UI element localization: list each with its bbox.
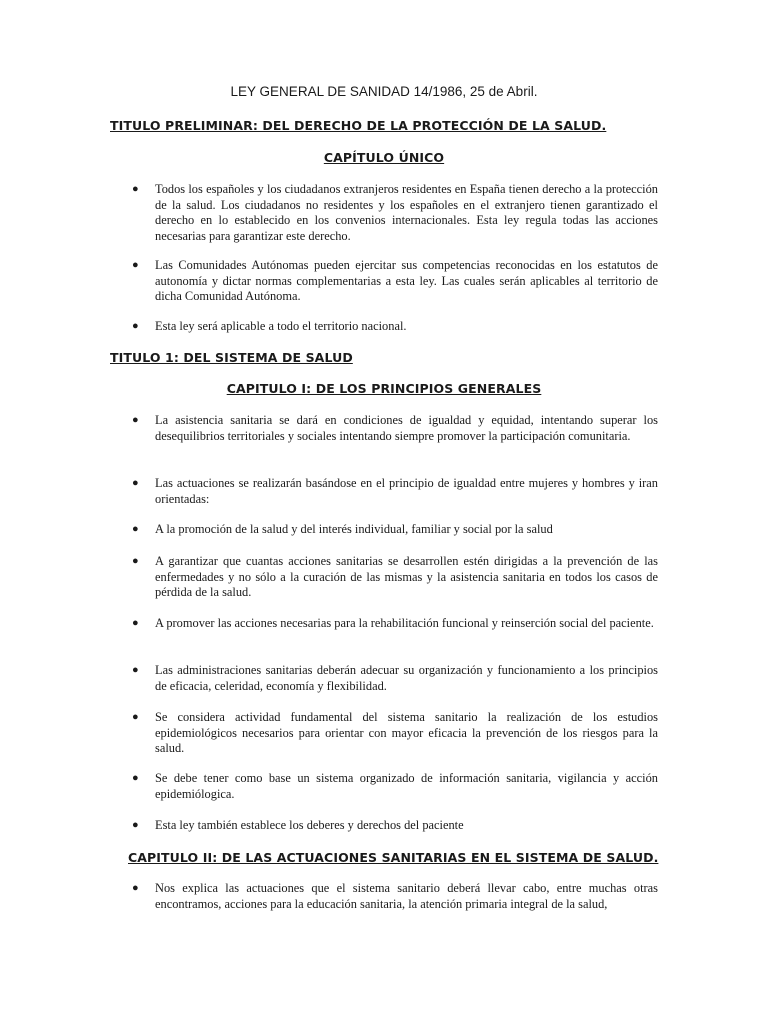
heading-capitulo-unico: CAPÍTULO ÚNICO bbox=[323, 150, 445, 165]
bullet-icon: ● bbox=[132, 664, 139, 676]
bullet-icon: ● bbox=[132, 523, 139, 535]
list-item bbox=[110, 413, 658, 444]
list-item bbox=[110, 476, 658, 507]
bullet-icon: ● bbox=[132, 819, 139, 831]
list-item-text: A la promoción de la salud y del interés individual, familiar y social por la salud bbox=[155, 522, 553, 536]
bullet-icon: ● bbox=[132, 617, 139, 629]
bullet-icon: ● bbox=[132, 414, 139, 426]
bullet-icon: ● bbox=[132, 183, 139, 195]
bullet-icon: ● bbox=[132, 772, 139, 784]
list-item-text: Se debe tener como base un sistema organizado de información sanitaria, vigilancia y acción epidemiólogica. bbox=[155, 771, 658, 801]
list-item-text: Esta ley también establece los deberes y derechos del paciente bbox=[155, 818, 464, 832]
list-item-text: Las actuaciones se realizarán basándose en el principio de igualdad entre mujeres y hombres y iran orientadas: bbox=[155, 476, 658, 506]
heading-capitulo-1: CAPITULO I: DE LOS PRINCIPIOS GENERALES bbox=[226, 381, 542, 396]
list-item-text: Esta ley será aplicable a todo el territorio nacional. bbox=[155, 319, 407, 333]
heading-titulo-preliminar: TITULO PRELIMINAR: DEL DERECHO DE LA PROTECCIÓN DE LA SALUD. bbox=[110, 118, 607, 133]
list-item bbox=[110, 710, 658, 757]
bullet-icon: ● bbox=[132, 882, 139, 894]
list-item bbox=[110, 616, 658, 632]
list-item-text: A promover las acciones necesarias para la rehabilitación funcional y reinserción social del paciente. bbox=[155, 616, 654, 630]
list-item-text: La asistencia sanitaria se dará en condiciones de igualdad y equidad, intentando superar los desequilibrios territoriales y sociales intentando siempre promover la participación comunitaria. bbox=[155, 413, 658, 443]
heading-titulo-1: TITULO 1: DEL SISTEMA DE SALUD bbox=[110, 350, 353, 365]
bullet-icon: ● bbox=[132, 555, 139, 567]
list-item bbox=[110, 522, 658, 538]
bullet-icon: ● bbox=[132, 320, 139, 332]
list-item bbox=[110, 182, 658, 244]
list-item bbox=[110, 771, 658, 802]
list-item bbox=[110, 258, 658, 305]
bullet-icon: ● bbox=[132, 259, 139, 271]
list-item-text: Se considera actividad fundamental del sistema sanitario la realización de los estudios epidemiológicos necesarios para orientar con mayor eficacia la prevención de los riesgos para la salud. bbox=[155, 710, 658, 756]
list-item-text: A garantizar que cuantas acciones sanitarias se desarrollen estén dirigidas a la prevención de las enfermedades y no sólo a la curación de las mismas y la asistencia sanitaria en todos los casos de pérdida de la salud. bbox=[155, 554, 658, 600]
list-item-text: Las Comunidades Autónomas pueden ejercitar sus competencias reconocidas en los estatutos de autonomía y dictar normas complementarias a esta ley. Las cuales serán aplicables al territorio de dicha Comunidad Autónoma. bbox=[155, 258, 658, 304]
document-title: LEY GENERAL DE SANIDAD 14/1986, 25 de Abril. bbox=[230, 84, 538, 99]
list-item-text: Todos los españoles y los ciudadanos extranjeros residentes en España tienen derecho a la protección de la salud. Los ciudadanos no residentes y los españoles en el extranjero tienen garantizado el derecho en lo establecido en los convenios internacionales. Esta ley regula todas las acciones necesarias para garantizar este derecho. bbox=[155, 182, 658, 243]
list-item bbox=[110, 818, 658, 834]
heading-capitulo-2: CAPITULO II: DE LAS ACTUACIONES SANITARIAS EN EL SISTEMA DE SALUD. bbox=[128, 850, 659, 865]
list-item-text: Las administraciones sanitarias deberán adecuar su organización y funcionamiento a los principios de eficacia, celeridad, economía y flexibilidad. bbox=[155, 663, 658, 693]
list-item bbox=[110, 881, 658, 912]
list-item-text: Nos explica las actuaciones que el sistema sanitario deberá llevar cabo, entre muchas otras encontramos, acciones para la educación sanitaria, la atención primaria integral de la salud, bbox=[155, 881, 658, 911]
list-item bbox=[110, 663, 658, 694]
list-item bbox=[110, 554, 658, 601]
bullet-icon: ● bbox=[132, 477, 139, 489]
list-item bbox=[110, 319, 658, 335]
bullet-icon: ● bbox=[132, 711, 139, 723]
